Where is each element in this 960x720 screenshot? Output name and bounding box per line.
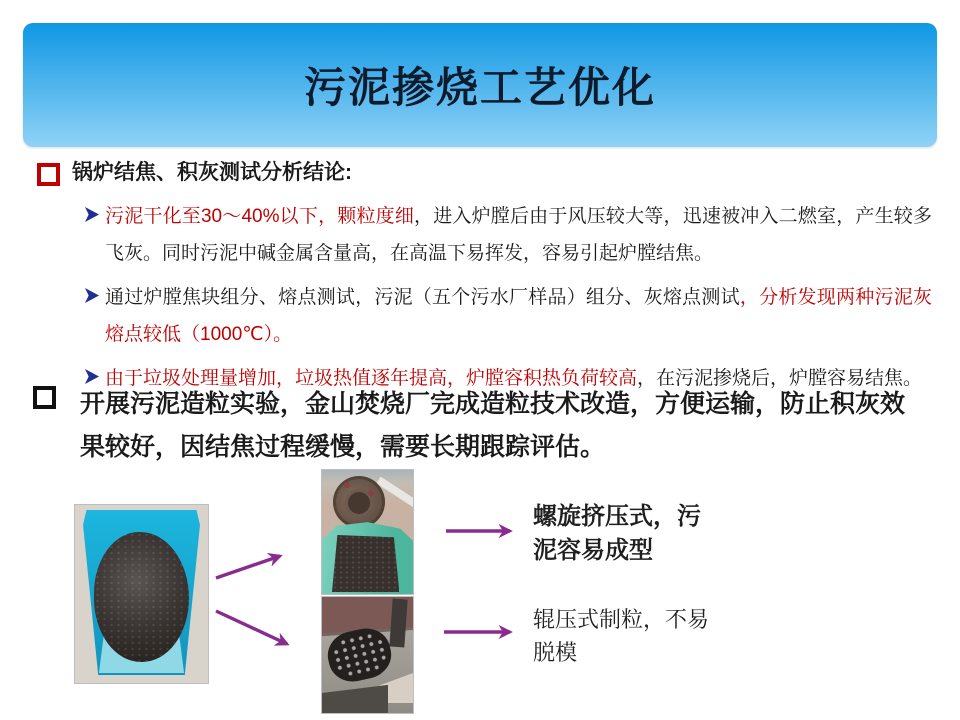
figure-label-roller: 辊压式制粒，不易脱模 bbox=[533, 607, 710, 665]
granulated-sludge-shape bbox=[332, 535, 399, 592]
section1-heading-row bbox=[37, 160, 932, 186]
highlight-red-text: 污泥干化至30～40%以下，颗粒度细 bbox=[105, 206, 415, 227]
machine-column-shape bbox=[389, 599, 407, 648]
arrowhead-right-icon bbox=[85, 288, 99, 303]
list-item-text bbox=[105, 198, 932, 272]
title-banner bbox=[23, 23, 937, 147]
highlight-red-text: 由于垃圾处理量增加，垃圾热值逐年提高，炉膛容积热负荷较高 bbox=[105, 368, 638, 389]
square-outline-icon bbox=[37, 163, 60, 186]
section-conclusions bbox=[37, 160, 932, 404]
list-item-text bbox=[105, 279, 932, 353]
section2-text: 开展污泥造粒实验，金山焚烧厂完成造粒技术改造，方便运输，防止积灰效果较好，因结焦过程缓慢，需要长期跟踪评估。 bbox=[80, 390, 906, 461]
detail-spot bbox=[368, 490, 374, 496]
section1-list bbox=[85, 198, 932, 397]
list-item bbox=[85, 198, 932, 272]
screw-extruder-photo bbox=[322, 470, 413, 594]
arrowhead-right-icon bbox=[85, 369, 99, 384]
slide-title: 污泥掺烧工艺优化 bbox=[303, 64, 656, 111]
body-text: ，进入炉膛后由于风压较大等，迅速被冲入二燃室，产生较多飞灰。同时污泥中碱金属含量高，在高温下易挥发，容易引起炉膛结焦。 bbox=[105, 206, 932, 264]
figure-label-screw: 螺旋挤压式，污泥容易成型 bbox=[533, 503, 701, 564]
arrow-to-extruder-icon bbox=[216, 556, 280, 578]
body-text: 通过炉膛焦块组分、熔点测试，污泥（五个污水厂样品）组分、灰熔点测试 bbox=[105, 287, 740, 308]
section1-heading: 锅炉结焦、积灰测试分析结论: bbox=[72, 161, 352, 184]
arrow-to-roller-icon bbox=[216, 611, 287, 644]
perforated-roller-shape bbox=[323, 624, 396, 687]
section-granulation bbox=[33, 383, 938, 469]
arrowhead-right-icon bbox=[85, 207, 99, 222]
square-outline-icon bbox=[33, 386, 56, 409]
highlight-red-text: ，分析发现两种污泥灰熔点较低（1000℃）。 bbox=[105, 287, 932, 345]
machine-base-shape bbox=[322, 685, 388, 713]
body-text: ，在污泥掺烧后，炉膛容易结焦。 bbox=[637, 368, 923, 389]
detail-spot bbox=[344, 482, 350, 488]
sludge-mound-shape bbox=[94, 532, 190, 662]
list-item bbox=[85, 279, 932, 353]
sludge-basket-photo bbox=[75, 505, 208, 683]
roller-granulator-photo bbox=[322, 597, 413, 713]
auger-head-shape bbox=[333, 476, 385, 528]
